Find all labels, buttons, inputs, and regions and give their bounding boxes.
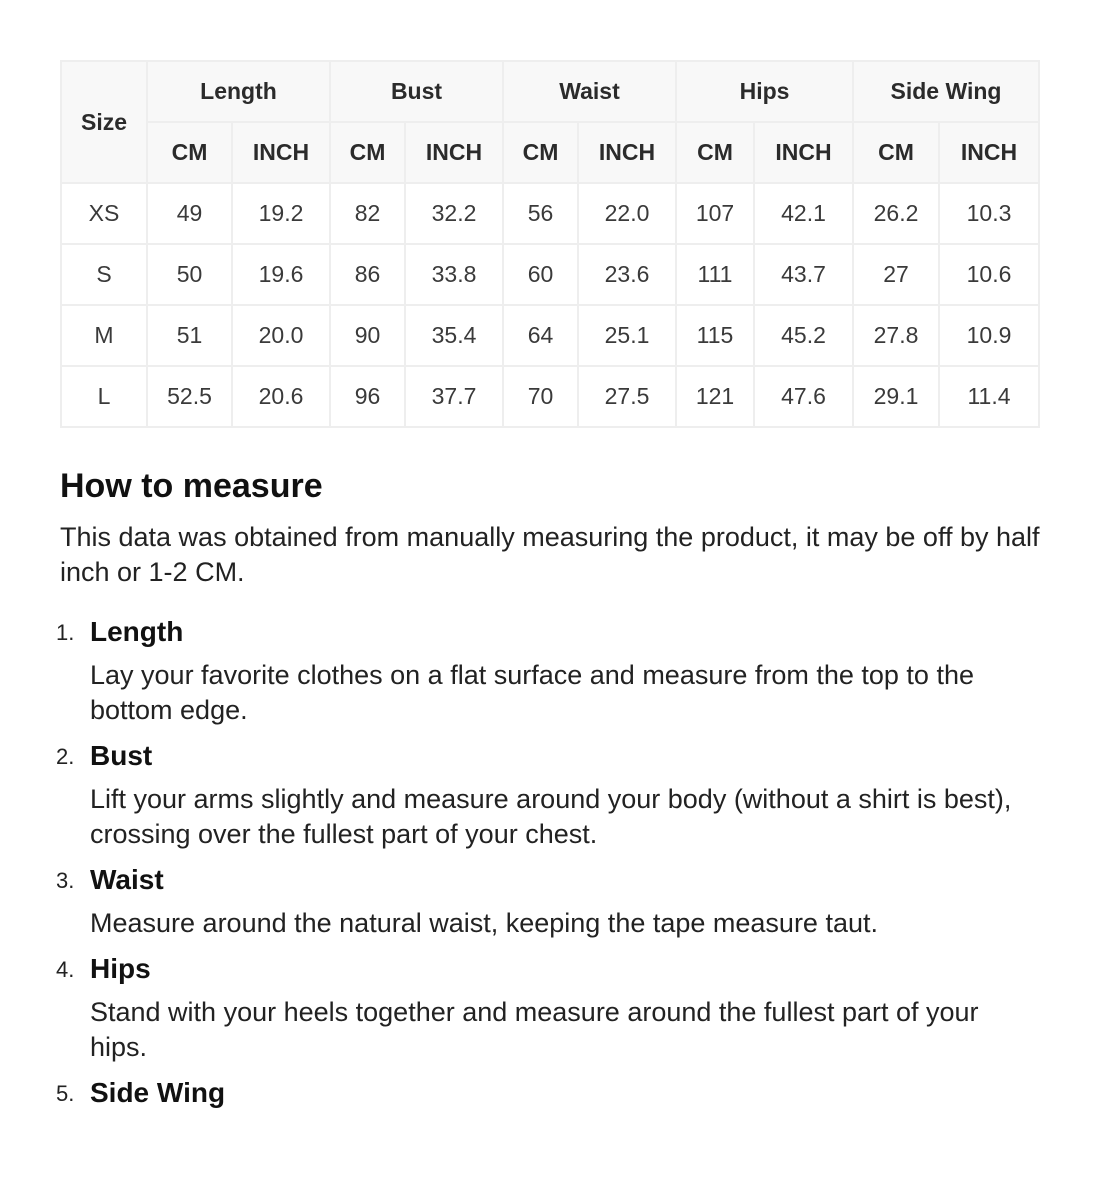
table-cell: 51 <box>147 305 232 366</box>
step-description: Measure around the natural waist, keeping the tape measure taut. <box>90 908 878 938</box>
group-header-hips: Hips <box>676 61 853 122</box>
table-cell: 29.1 <box>853 366 939 427</box>
list-item <box>56 738 1040 852</box>
table-row <box>61 183 1039 244</box>
step-number: 5. <box>56 1081 75 1106</box>
table-cell: 11.4 <box>939 366 1039 427</box>
table-cell: 20.0 <box>232 305 330 366</box>
table-cell: 90 <box>330 305 405 366</box>
unit-header: INCH <box>232 122 330 183</box>
unit-header: CM <box>503 122 578 183</box>
table-cell: 19.6 <box>232 244 330 305</box>
step-number: 1. <box>56 620 75 645</box>
table-cell: 82 <box>330 183 405 244</box>
table-cell: 111 <box>676 244 754 305</box>
group-header-length: Length <box>147 61 330 122</box>
table-cell: 23.6 <box>578 244 676 305</box>
step-title: Length <box>90 616 184 647</box>
step-title: Hips <box>90 953 151 984</box>
table-row <box>61 244 1039 305</box>
table-cell: 86 <box>330 244 405 305</box>
size-chart-table <box>60 60 1040 428</box>
step-number: 3. <box>56 868 75 893</box>
table-cell: 22.0 <box>578 183 676 244</box>
table-cell: 19.2 <box>232 183 330 244</box>
table-cell: 27 <box>853 244 939 305</box>
table-cell: 49 <box>147 183 232 244</box>
table-row <box>61 305 1039 366</box>
size-column-header: Size <box>61 61 147 183</box>
table-cell: 50 <box>147 244 232 305</box>
table-cell: 43.7 <box>754 244 853 305</box>
table-cell: 115 <box>676 305 754 366</box>
table-cell: 121 <box>676 366 754 427</box>
group-header-waist: Waist <box>503 61 676 122</box>
table-cell: 33.8 <box>405 244 503 305</box>
table-cell: 26.2 <box>853 183 939 244</box>
table-cell: 45.2 <box>754 305 853 366</box>
size-cell: L <box>61 366 147 427</box>
unit-header: INCH <box>754 122 853 183</box>
table-cell: 35.4 <box>405 305 503 366</box>
list-item <box>56 614 1040 728</box>
step-title: Bust <box>90 740 153 771</box>
step-number: 2. <box>56 744 75 769</box>
table-cell: 27.5 <box>578 366 676 427</box>
unit-header: CM <box>330 122 405 183</box>
table-cell: 70 <box>503 366 578 427</box>
table-cell: 107 <box>676 183 754 244</box>
table-cell: 10.3 <box>939 183 1039 244</box>
table-cell: 20.6 <box>232 366 330 427</box>
table-cell: 96 <box>330 366 405 427</box>
step-title: Side Wing <box>90 1077 226 1108</box>
size-cell: XS <box>61 183 147 244</box>
table-cell: 10.9 <box>939 305 1039 366</box>
list-item <box>56 862 1040 941</box>
step-title: Waist <box>90 864 164 895</box>
unit-header: CM <box>147 122 232 183</box>
unit-header: INCH <box>939 122 1039 183</box>
list-item <box>56 1075 1040 1111</box>
measure-steps-list <box>56 614 1040 1111</box>
unit-header: CM <box>853 122 939 183</box>
step-description: Stand with your heels together and measure around the fullest part of your hips. <box>90 997 979 1062</box>
table-cell: 25.1 <box>578 305 676 366</box>
step-description: Lay your favorite clothes on a flat surface and measure from the top to the bottom edge. <box>90 660 974 725</box>
list-item <box>56 951 1040 1065</box>
table-cell: 32.2 <box>405 183 503 244</box>
table-row <box>61 366 1039 427</box>
unit-header: INCH <box>405 122 503 183</box>
table-cell: 60 <box>503 244 578 305</box>
intro-paragraph: This data was obtained from manually measuring the product, it may be off by half inch or 1-2 CM. <box>60 522 1040 587</box>
table-cell: 52.5 <box>147 366 232 427</box>
group-header-bust: Bust <box>330 61 503 122</box>
table-cell: 27.8 <box>853 305 939 366</box>
unit-header: INCH <box>578 122 676 183</box>
table-cell: 56 <box>503 183 578 244</box>
table-cell: 47.6 <box>754 366 853 427</box>
table-cell: 42.1 <box>754 183 853 244</box>
size-cell: S <box>61 244 147 305</box>
table-cell: 37.7 <box>405 366 503 427</box>
unit-header: CM <box>676 122 754 183</box>
size-cell: M <box>61 305 147 366</box>
group-header-side-wing: Side Wing <box>853 61 1039 122</box>
table-header-row-units <box>61 122 1039 183</box>
how-to-measure-heading: How to measure <box>60 467 323 505</box>
step-description: Lift your arms slightly and measure around your body (without a shirt is best), crossing over the fullest part of your chest. <box>90 784 1012 849</box>
table-header-row-groups <box>61 61 1039 122</box>
table-cell: 64 <box>503 305 578 366</box>
step-number: 4. <box>56 957 75 982</box>
table-cell: 10.6 <box>939 244 1039 305</box>
